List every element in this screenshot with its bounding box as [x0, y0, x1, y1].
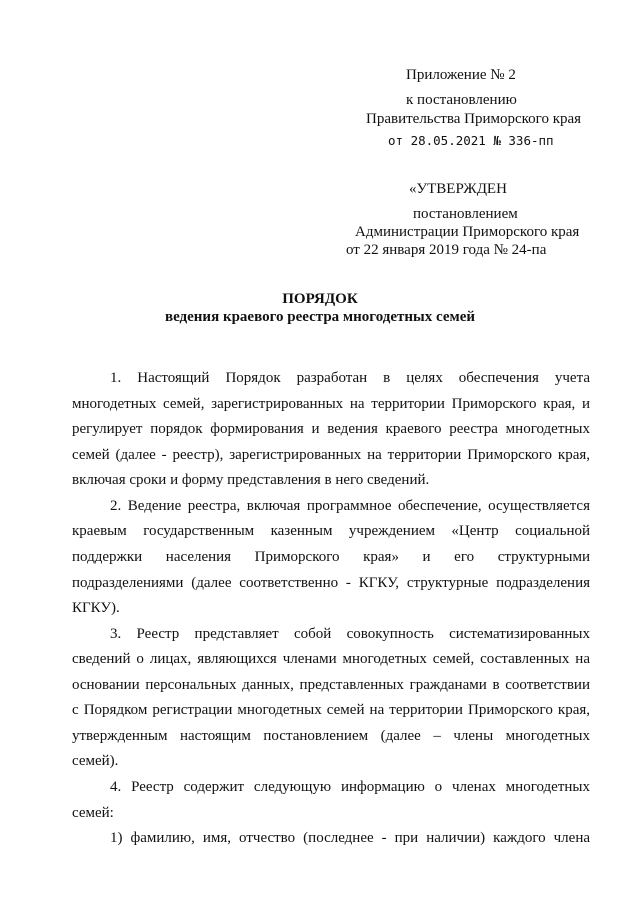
document-subtitle: ведения краевого реестра многодетных семей — [164, 309, 476, 325]
body-line: сведений о лицах, являющихся членами многодетных семей, составленных на — [72, 651, 590, 667]
annex-number: Приложение № 2 — [406, 67, 516, 83]
approved-heading: «УТВЕРЖДЕН — [409, 181, 507, 197]
body-line: семей: — [72, 805, 114, 821]
approved-date-number: от 22 января 2019 года № 24-па — [346, 242, 547, 258]
document-title: ПОРЯДОК — [282, 291, 358, 307]
body-line: 2. Ведение реестра, включая программное обеспечение, осуществляется — [110, 498, 590, 514]
body-line: семей). — [72, 753, 119, 769]
body-line: утвержденным настоящим постановлением (далее – члены многодетных — [72, 728, 590, 744]
body-line: семей (далее - реестр), зарегистрированных на территории Приморского края, — [72, 447, 590, 463]
body-line: регулирует порядок формирования и ведения краевого реестра многодетных — [72, 421, 590, 437]
body-line: 1) фамилию, имя, отчество (последнее - при наличии) каждого члена — [110, 830, 590, 846]
body-line: 1. Настоящий Порядок разработан в целях обеспечения учета — [110, 370, 590, 386]
body-line: включая сроки и форму представления в него сведений. — [72, 472, 430, 488]
body-line: 3. Реестр представляет собой совокупность систематизированных — [110, 626, 590, 642]
annex-date-number: от 28.05.2021 № 336-пп — [388, 133, 554, 148]
body-line: краевым государственным казенным учреждением «Центр социальной — [72, 523, 590, 539]
body-line: с Порядком регистрации многодетных семей на территории Приморского края, — [72, 702, 590, 718]
annex-to-resolution: к постановлению — [406, 92, 517, 108]
body-line: многодетных семей, зарегистрированных на территории Приморского края, и — [72, 396, 590, 412]
body-line: подразделениями (далее соответственно - КГКУ, структурные подразделения — [72, 575, 590, 591]
annex-government: Правительства Приморского края — [366, 111, 582, 127]
body-line: КГКУ). — [72, 600, 120, 616]
body-line: 4. Реестр содержит следующую информацию о членах многодетных — [110, 779, 590, 795]
body-line: основании персональных данных, представленных гражданами в соответствии — [72, 677, 590, 693]
approved-by-resolution: постановлением — [413, 206, 518, 222]
body-line: поддержки населения Приморского края» и его структурными — [72, 549, 590, 565]
approved-administration: Администрации Приморского края — [355, 224, 580, 240]
